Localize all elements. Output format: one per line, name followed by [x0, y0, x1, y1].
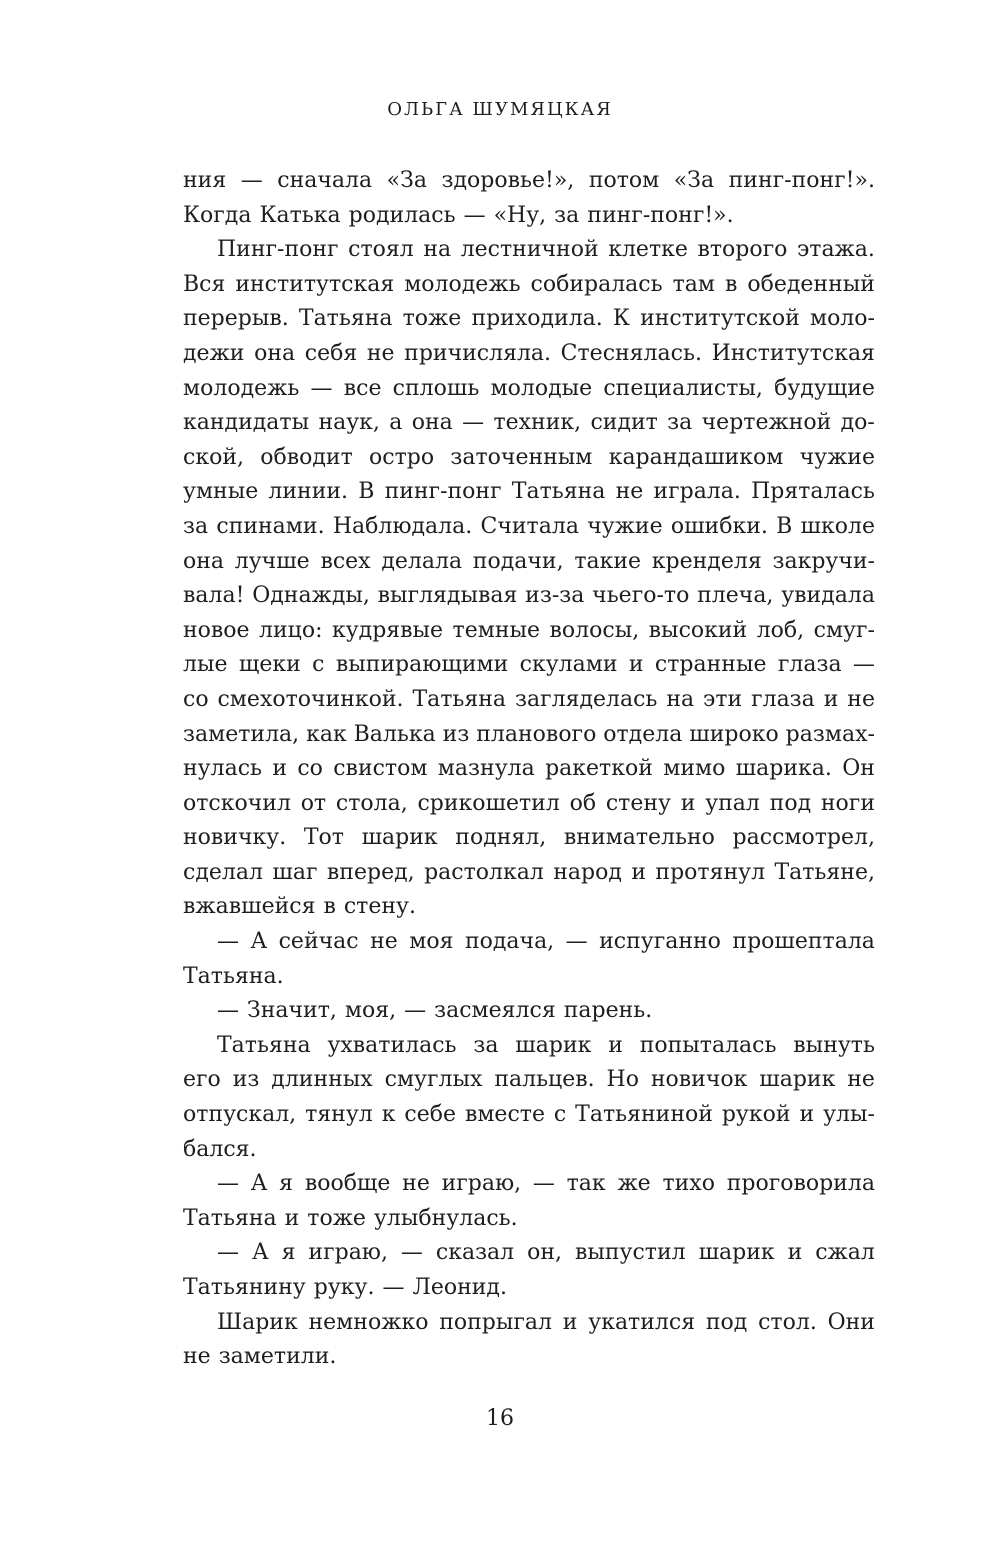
text-line [183, 1306, 875, 1341]
word: играю, [441, 1171, 522, 1197]
word: обводит [260, 444, 353, 470]
word: лицо: [259, 617, 323, 643]
running-head: ОЛЬГА ШУМЯЦКАЯ [387, 99, 613, 120]
word: моя, [344, 998, 397, 1024]
word: укатился [588, 1309, 696, 1335]
word: выпирающими [335, 652, 509, 678]
word: из [442, 721, 470, 747]
word: — [462, 410, 485, 436]
word: ухватилась [327, 1032, 457, 1058]
word: тянул [305, 1102, 373, 1128]
word: — [217, 929, 239, 955]
word: собиралась [530, 271, 663, 297]
word: вынуть [793, 1032, 875, 1058]
word: Тот [303, 825, 344, 851]
word: рассмотрел, [732, 825, 875, 851]
word: на [423, 237, 452, 263]
word: чужие [799, 444, 875, 470]
word: с [553, 1102, 567, 1128]
word: она [254, 340, 296, 366]
word: попыталась [639, 1032, 777, 1058]
word: за [183, 513, 209, 539]
word: — [532, 1171, 555, 1197]
word: сначала [277, 168, 373, 193]
word: подача, [464, 929, 555, 955]
word: остро [369, 444, 435, 470]
word: лоб, [756, 617, 805, 643]
text-line [183, 1236, 875, 1271]
word: немножко [308, 1309, 429, 1335]
word: как [306, 721, 347, 747]
word: чьего-то [592, 583, 690, 609]
word: засмеялся [434, 998, 556, 1024]
word: и [628, 652, 644, 678]
word: скулами [519, 652, 618, 678]
word: за [473, 1032, 499, 1058]
page-number: 16 [486, 1406, 514, 1431]
text-line [183, 337, 875, 372]
word: плеча, [697, 583, 774, 609]
word: «Ну, [493, 202, 547, 228]
text-line [183, 925, 875, 960]
word: Леонид. [412, 1275, 507, 1300]
word: рукой [721, 1102, 791, 1128]
word: под [705, 1309, 748, 1335]
word: заметила, [183, 721, 300, 747]
text-line [183, 199, 875, 234]
word: поднял, [455, 825, 547, 851]
word: сделал [183, 859, 263, 885]
word: и [608, 1032, 623, 1058]
text-line [183, 821, 875, 856]
word: Пряталась [751, 479, 875, 505]
word: мимо [663, 756, 726, 782]
text-line [183, 752, 875, 787]
word: чертежной [701, 410, 832, 436]
word: Но [606, 1067, 639, 1093]
word: вжавшейся [183, 894, 316, 920]
word: за [667, 410, 693, 436]
text-line [183, 579, 875, 614]
word: планового [476, 721, 597, 747]
word: за [554, 202, 580, 228]
word: шарик [698, 1240, 775, 1266]
word: не [847, 1067, 875, 1093]
word: об [569, 790, 597, 816]
word: не [370, 929, 398, 955]
word: длинных [271, 1067, 373, 1093]
word: Валька [353, 721, 436, 747]
text-line [183, 233, 875, 268]
word: выпустил [574, 1240, 686, 1266]
word: перерыв. [183, 306, 289, 332]
word: странные [654, 652, 767, 678]
word: размах- [785, 721, 875, 747]
word: сжал [815, 1240, 875, 1266]
word: загляделась [514, 686, 658, 712]
word: сказал [435, 1240, 515, 1266]
word: — [240, 168, 263, 193]
word: новое [183, 617, 250, 643]
word: под [769, 790, 812, 816]
word: и [799, 1102, 815, 1128]
word: молодежь [183, 375, 300, 401]
word: она [183, 548, 225, 574]
word: народ [553, 859, 622, 885]
word: сейчас [278, 929, 359, 955]
word: нулась [183, 756, 262, 782]
word: шарик [515, 1032, 592, 1058]
word: «За [386, 168, 427, 193]
word: тоже [402, 306, 462, 332]
word: ошибки. [670, 513, 768, 539]
word: сплошь [392, 375, 480, 401]
word: все [343, 375, 382, 401]
text-line [183, 302, 875, 337]
word: и [823, 686, 839, 712]
word: Татьянину [183, 1275, 306, 1300]
word: в [323, 894, 336, 920]
word: Татьяна [183, 1205, 277, 1231]
word: кудрявые [331, 617, 444, 643]
text-line [183, 960, 875, 995]
word: Вся [183, 271, 226, 297]
word: попрыгал [439, 1309, 553, 1335]
word: «За [673, 168, 715, 193]
word: Татьяна. [183, 963, 284, 989]
word: лучше [234, 548, 310, 574]
word: стол. [758, 1309, 817, 1335]
word: А [250, 929, 268, 955]
word: и [631, 859, 646, 885]
word: щеки [238, 652, 301, 678]
word: такие [574, 548, 642, 574]
text-line [183, 1133, 875, 1168]
text-line [183, 510, 875, 545]
word: тоже [307, 1205, 366, 1231]
word: умные [183, 479, 259, 505]
word: школе [800, 513, 875, 539]
word: проговорила [726, 1171, 875, 1197]
word: бался. [183, 1136, 257, 1162]
word: пинг-понг!». [587, 202, 734, 228]
word: наук, [318, 410, 380, 436]
word: заметили. [218, 1344, 337, 1370]
word: отскочил [183, 790, 291, 816]
word: Татьяниной [575, 1102, 713, 1128]
word: вперед, [326, 859, 415, 885]
word: пинг-понг!». [728, 168, 875, 193]
word: играла. [653, 479, 741, 505]
word: широко [689, 721, 779, 747]
word: высокий [648, 617, 748, 643]
word: там [672, 271, 715, 297]
word: клетке [608, 237, 688, 263]
word: — [565, 929, 588, 955]
word: — [310, 375, 333, 401]
word: и [284, 1205, 300, 1231]
text-line [183, 1202, 875, 1237]
word: улы- [823, 1102, 875, 1128]
word: здоровье!», [441, 168, 575, 193]
word: пальцев. [494, 1067, 595, 1093]
word: институтская [235, 271, 395, 297]
word: всех [320, 548, 371, 574]
word: Татьяна [298, 306, 393, 332]
word: линии. [268, 479, 349, 505]
word: смуглых [384, 1067, 483, 1093]
text-line [183, 1167, 875, 1202]
word: делала [381, 548, 463, 574]
word: а [389, 410, 403, 436]
word: я [281, 1240, 296, 1266]
word: себе [404, 1102, 456, 1128]
word: Шарик [217, 1309, 298, 1335]
word: Он [842, 756, 875, 782]
word: из [232, 1067, 260, 1093]
word: молодые [490, 375, 593, 401]
word: и [680, 790, 696, 816]
word: темные [452, 617, 541, 643]
word: родилась [348, 202, 456, 228]
word: Пинг-понг [217, 237, 339, 263]
word: Татьяна [511, 479, 606, 505]
text-line [183, 787, 875, 822]
text-line [183, 1029, 875, 1064]
word: смуг- [813, 617, 875, 643]
body-text [183, 164, 875, 1375]
text-line [183, 856, 875, 891]
text-line [183, 475, 875, 510]
word: к [381, 1102, 396, 1128]
word: глаза [777, 652, 842, 678]
word: глаза [751, 686, 815, 712]
word: лые [183, 652, 228, 678]
word: — [852, 652, 875, 678]
word: Институтская [711, 340, 875, 366]
word: и [562, 1309, 578, 1335]
word: пинг-понг [384, 479, 502, 505]
text-line [183, 1340, 875, 1375]
text-line [183, 683, 875, 718]
word: шаг [272, 859, 318, 885]
word: его [183, 1067, 221, 1093]
word: не [402, 1171, 430, 1197]
word: новичку. [183, 825, 287, 851]
word: Значит, [247, 998, 337, 1024]
word: увидала [781, 583, 875, 609]
word: будущие [774, 375, 875, 401]
word: Наблюдала. [332, 513, 473, 539]
word: вала! [183, 583, 245, 609]
word: К [612, 306, 630, 332]
word: же [617, 1171, 651, 1197]
word: потом [588, 168, 660, 193]
word: свистом [333, 756, 428, 782]
word: парень. [563, 998, 653, 1024]
word: заточенным [450, 444, 593, 470]
text-line [183, 545, 875, 580]
word: ракеткой [545, 756, 653, 782]
word: подачи, [472, 548, 564, 574]
word: В [776, 513, 793, 539]
word: сидит [590, 410, 658, 436]
word: упал [705, 790, 760, 816]
word: спинами. [216, 513, 325, 539]
word: отпускал, [183, 1102, 297, 1128]
word: Татьяна [217, 1032, 311, 1058]
text-line [183, 441, 875, 476]
word: руку. [313, 1275, 375, 1300]
word: улыбнулась. [373, 1205, 518, 1231]
word: В [358, 479, 375, 505]
word: не [847, 686, 875, 712]
word: Катька [259, 202, 341, 228]
word: и [787, 1240, 803, 1266]
text-line [183, 1098, 875, 1133]
word: обеденный [747, 271, 875, 297]
word: смехоточинкой. [217, 686, 404, 712]
word: вместе [464, 1102, 545, 1128]
text-line [183, 648, 875, 683]
word: ния [183, 168, 227, 193]
word: специалисты, [603, 375, 763, 401]
word: я [279, 1171, 294, 1197]
word: Они [827, 1309, 875, 1335]
word: ской, [183, 444, 244, 470]
word: Стеснялась. [560, 340, 702, 366]
word: шарика. [735, 756, 832, 782]
word: кренделя [651, 548, 762, 574]
word: играю, [308, 1240, 388, 1266]
word: новичок [650, 1067, 748, 1093]
text-line [183, 406, 875, 441]
word: закручи- [772, 548, 875, 574]
word: — [382, 1275, 405, 1300]
word: — [217, 998, 239, 1024]
word: на [666, 686, 695, 712]
word: техник, [493, 410, 582, 436]
word: дежи [183, 340, 245, 366]
word: от [300, 790, 327, 816]
text-line [183, 164, 875, 199]
word: А [250, 1171, 268, 1197]
word: Считала [480, 513, 579, 539]
word: не [615, 479, 644, 505]
word: в [724, 271, 738, 297]
word: растолкал [424, 859, 544, 885]
word: А [251, 1240, 269, 1266]
word: она [411, 410, 453, 436]
word: он, [527, 1240, 563, 1266]
text-line [183, 1271, 875, 1306]
word: ноги [820, 790, 875, 816]
word: эти [703, 686, 743, 712]
word: стену. [343, 894, 416, 920]
word: и [272, 756, 287, 782]
word: не [366, 340, 395, 366]
word: стену [605, 790, 671, 816]
word: — [400, 1240, 423, 1266]
text-line [183, 614, 875, 649]
word: не [183, 1344, 211, 1370]
text-line [183, 372, 875, 407]
word: — [463, 202, 486, 228]
word: протянул [655, 859, 766, 885]
word: с [312, 652, 325, 678]
word: стола, [335, 790, 408, 816]
word: причисляла. [404, 340, 552, 366]
word: приходила. [471, 306, 603, 332]
word: себя [304, 340, 358, 366]
text-line [183, 1063, 875, 1098]
word: Однажды, [252, 583, 370, 609]
text-line [183, 268, 875, 303]
word: мазнула [437, 756, 535, 782]
word: чужие [587, 513, 663, 539]
text-line [183, 890, 875, 925]
word: Татьяна [412, 686, 507, 712]
word: выглядывая [377, 583, 518, 609]
word: прошептала [732, 929, 875, 955]
word: срикошетил [417, 790, 560, 816]
word: отдела [603, 721, 683, 747]
word: вообще [304, 1171, 391, 1197]
word: этажа. [796, 237, 875, 263]
word: волосы, [549, 617, 640, 643]
word: Татьяне, [774, 859, 875, 885]
word: институтской [640, 306, 800, 332]
word: из-за [525, 583, 585, 609]
word: так [566, 1171, 606, 1197]
word: кандидаты [183, 410, 310, 436]
word: — [217, 1240, 239, 1266]
word: шарик [759, 1067, 836, 1093]
word: тихо [662, 1171, 715, 1197]
word: испуганно [599, 929, 721, 955]
word: шарик [361, 825, 438, 851]
word: внимательно [563, 825, 715, 851]
word: Когда [183, 202, 252, 228]
word: моя [409, 929, 454, 955]
word: со [183, 686, 209, 712]
text-line [183, 718, 875, 753]
word: второго [697, 237, 788, 263]
word: карандашиком [608, 444, 784, 470]
word: — [404, 998, 427, 1024]
word: — [217, 1171, 239, 1197]
word: со [297, 756, 323, 782]
word: стоял [348, 237, 414, 263]
word: лестничной [460, 237, 599, 263]
text-line [183, 994, 875, 1029]
word: до- [840, 410, 875, 436]
word: молодежь [404, 271, 521, 297]
word: моло- [809, 306, 875, 332]
